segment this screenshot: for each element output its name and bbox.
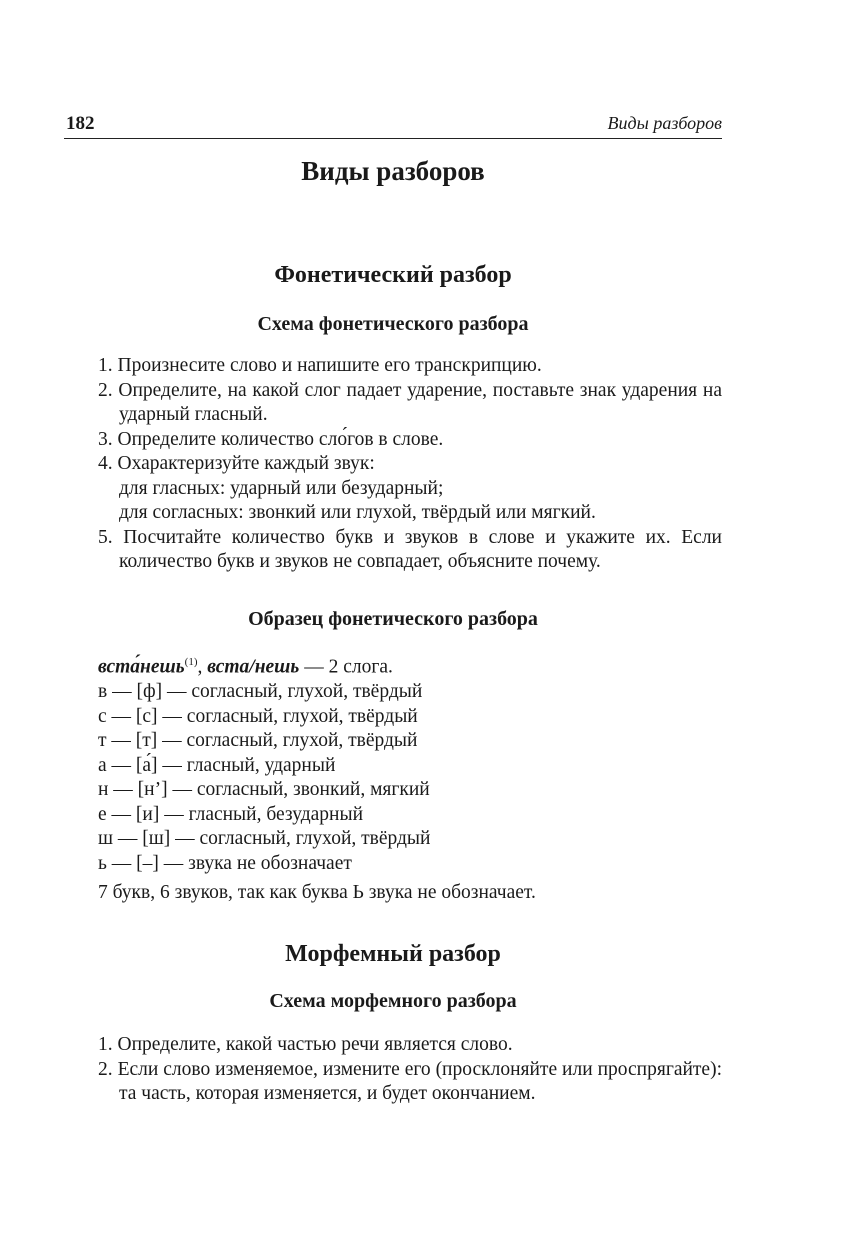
step-detail: для гласных: ударный или безударный; — [119, 477, 444, 499]
step: 1. Произнесите слово и напишите его транскрипцию. — [98, 355, 542, 376]
sound-line: ш — [ш] — согласный, глухой, твёрдый — [98, 828, 431, 849]
summary: 7 букв, 6 звуков, так как буква Ь звука не обозначает. — [98, 882, 536, 903]
sound-line: в — [ф] — согласный, глухой, твёрдый — [98, 681, 423, 702]
sound-line: е — [и] — гласный, безударный — [98, 803, 364, 825]
separator: , — [197, 656, 208, 678]
footnote-ref: (1) — [184, 656, 198, 668]
phonetic-sample — [98, 650, 722, 906]
step: 4. Охарактеризуйте каждый звук: — [98, 453, 375, 474]
phonetic-scheme-heading: Схема фонетического разбора — [257, 313, 529, 335]
page-title: Виды разборов — [301, 156, 485, 186]
morphemic-heading: Морфемный разбор — [285, 941, 501, 967]
phonetic-sample-heading: Образец фонетического разбора — [248, 608, 538, 630]
sound-line: ь — [–] — звука не обозначает — [98, 852, 352, 874]
sample-line — [98, 650, 722, 680]
sample-word: вста́нешь — [98, 656, 185, 678]
phonetic-steps — [98, 354, 722, 575]
step: 2. Если слово изменяемое, измените его (просклоняйте или проспрягайте): та часть, которая изменяется, и будет окончанием. — [98, 1058, 722, 1104]
sample-syllables: вста/нешь — [207, 656, 300, 678]
step: 5. Посчитайте количество букв и звуков в слове и укажите их. Если количество букв и звуков не совпадает, объясните почему. — [98, 526, 722, 572]
morphemic-steps — [98, 1033, 722, 1107]
header-rule — [64, 138, 722, 139]
sound-line: н — [н’] — согласный, звонкий, мягкий — [98, 779, 430, 800]
sound-line: с — [с] — согласный, глухой, твёрдый — [98, 705, 418, 727]
page-number: 182 — [66, 113, 95, 134]
morphemic-scheme-heading: Схема морфемного разбора — [269, 990, 517, 1012]
phonetic-heading: Фонетический разбор — [274, 262, 512, 288]
step: 3. Определите количество сло́гов в слове. — [98, 428, 444, 450]
running-title: Виды разборов — [607, 113, 722, 133]
step: 1. Определите, какой частью речи является слово. — [98, 1034, 513, 1055]
step: 2. Определите, на какой слог падает ударение, поставьте знак ударения на ударный гласный. — [98, 379, 722, 425]
sound-line: а — [а́] — гласный, ударный — [98, 754, 336, 776]
syllable-count: — 2 слога. — [299, 656, 393, 678]
sound-line: т — [т] — согласный, глухой, твёрдый — [98, 730, 418, 751]
step-detail: для согласных: звонкий или глухой, твёрдый или мягкий. — [119, 502, 596, 523]
